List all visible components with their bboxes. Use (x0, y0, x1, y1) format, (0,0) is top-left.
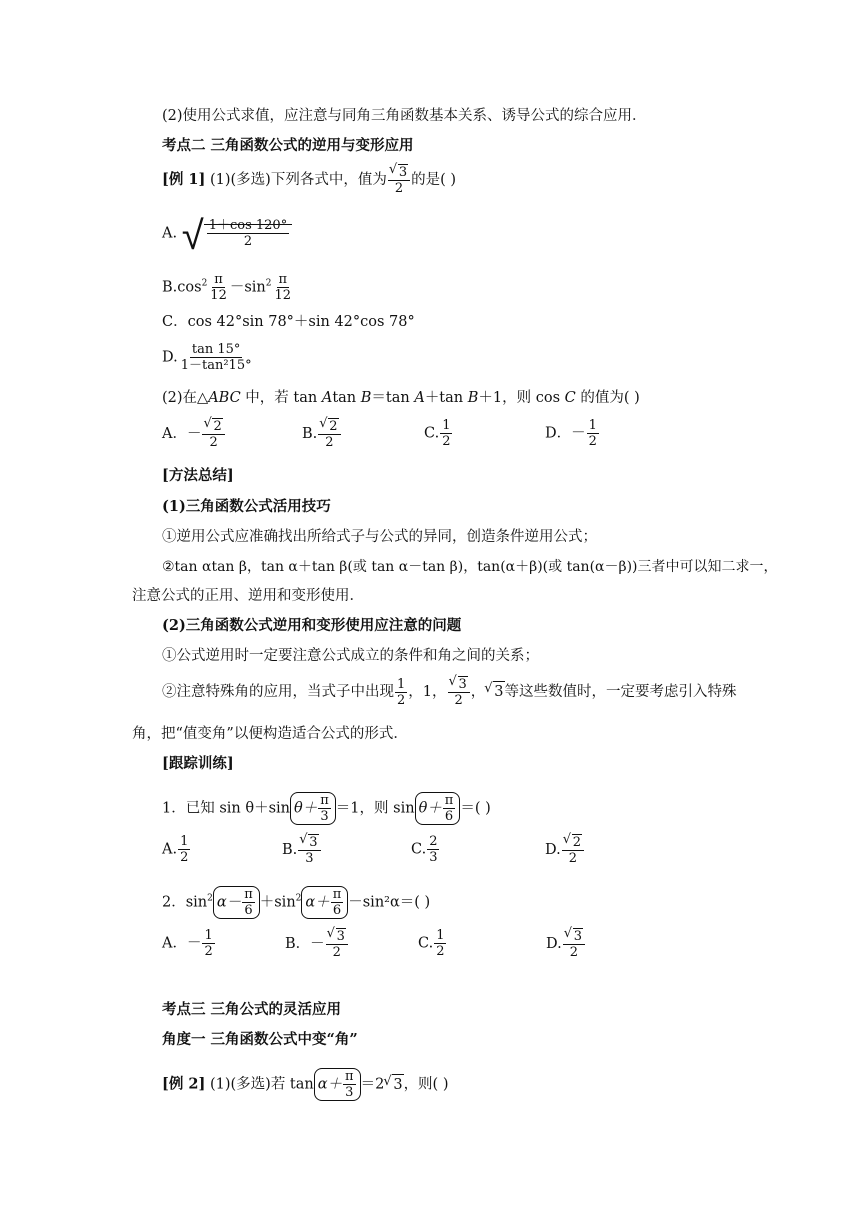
method-1-point-a: ①逆用公式应准确找出所给式子与公式的异同，创造条件逆用公式； (162, 529, 597, 545)
option-d: D. $\frac{\tan 15^\circ}{\text{1－tan²15°}}$ (162, 342, 252, 373)
method-1-heading: (1)三角函数公式活用技巧 (162, 498, 331, 515)
method-2-point-c: 角，把“值变角”以便构造适合公式的形式． (132, 726, 408, 742)
paragraph-intro: (2)使用公式求值，应注意与同角三角函数基本关系、诱导公式的综合应用． (162, 108, 647, 124)
t1-option-b: B. √ $\frac{3}{3}$ (282, 834, 322, 866)
method-summary-heading: [方法总结] (162, 467, 234, 484)
method-1-point-b: ②tan αtan β，tan α＋tan β(或 tan α－tan β)，tan(α＋β)(或 tan(α－β))三者中可以知二求一， (162, 559, 778, 575)
tracking-training-heading: [跟踪训练] (162, 755, 234, 772)
example-2-question: [例 2] (1)(多选)若 tan α＋ $\frac{\pi}{3}$ ＝2√ 3，则( ) (162, 1068, 449, 1101)
q2-option-d: D．－ $\frac{1}{2}$ (545, 418, 597, 449)
example-1-question: [例 1] (1)(多选)下列各式中，值为 √ $\frac{3}{2}$ 的是( ) (162, 164, 456, 196)
t2-option-a: A．－ $\frac{1}{2}$ (162, 928, 213, 959)
section-heading-3: 考点三 三角公式的灵活应用 (162, 1001, 342, 1018)
fraction: √ $\frac{3}{2}$ (388, 164, 410, 196)
t2-option-b: B．－ √ $\frac{3}{2}$ (285, 928, 349, 960)
section-heading-2: 考点二 三角函数公式的逆用与变形应用 (162, 137, 414, 154)
t1-option-d: D. √ $\frac{2}{2}$ (545, 834, 585, 866)
option-a: A. √ $\frac{1+\cos 120^\circ}{2}$ (162, 218, 292, 249)
example-1-label: [例 1] (162, 171, 206, 188)
q2-option-b: B. √ $\frac{2}{2}$ (302, 418, 342, 450)
t1-option-a: A. $\frac{1}{2}$ (162, 834, 189, 865)
t2-option-d: D. √ $\frac{3}{2}$ (546, 928, 586, 960)
angle-1-heading: 角度一 三角函数公式中变“角” (162, 1031, 358, 1048)
q2-option-c: C. $\frac{1}{2}$ (424, 418, 451, 449)
method-1-point-c: 注意公式的正用、逆用和变形使用． (132, 588, 364, 604)
t1-option-c: C. $\frac{2}{3}$ (411, 834, 438, 865)
option-c: C．cos 42°sin 78°＋sin 42°cos 78° (162, 314, 415, 330)
example-1-text: (1)(多选)下列各式中，值为 (205, 172, 387, 188)
t2-option-c: C. $\frac{1}{2}$ (418, 928, 445, 959)
training-question-2: 2．$\sin^2 \alpha-$ $\frac{\pi}{6}$ $+\sin^2$ α＋ $\frac{\pi}{6}$ －sin²α＝( ) (162, 887, 431, 918)
method-2-point-b: ②注意特殊角的应用，当式子中出现 $\frac{1}{2}$ ，1， √ $\frac{3}{2}$ ，√ 3等这些数值时，一定要考虑引入特殊 (162, 676, 737, 708)
sqrt-expression: √ $\frac{1+\cos 120^\circ}{2}$ (182, 218, 293, 249)
option-b: $B.\cos^2$ $\frac{\pi}{12}$ $-\sin^2$ $\frac{\pi}{12}$ (162, 272, 292, 303)
question-2: (2)在△ABC 中，若 tan Atan B＝tan A＋tan B＋1，则 cos C 的值为( ) (162, 390, 640, 406)
method-2-heading: (2)三角函数公式逆用和变形使用应注意的问题 (162, 617, 462, 634)
training-question-1: 1．已知 sin θ＋sin θ＋ $\frac{\pi}{3}$ ＝1，则 sin θ＋ $\frac{\pi}{6}$ ＝( ) (162, 793, 491, 824)
method-2-point-a: ①公式逆用时一定要注意公式成立的条件和角之间的关系； (162, 648, 539, 664)
q2-option-a: A．－ √ $\frac{2}{2}$ (162, 418, 226, 450)
